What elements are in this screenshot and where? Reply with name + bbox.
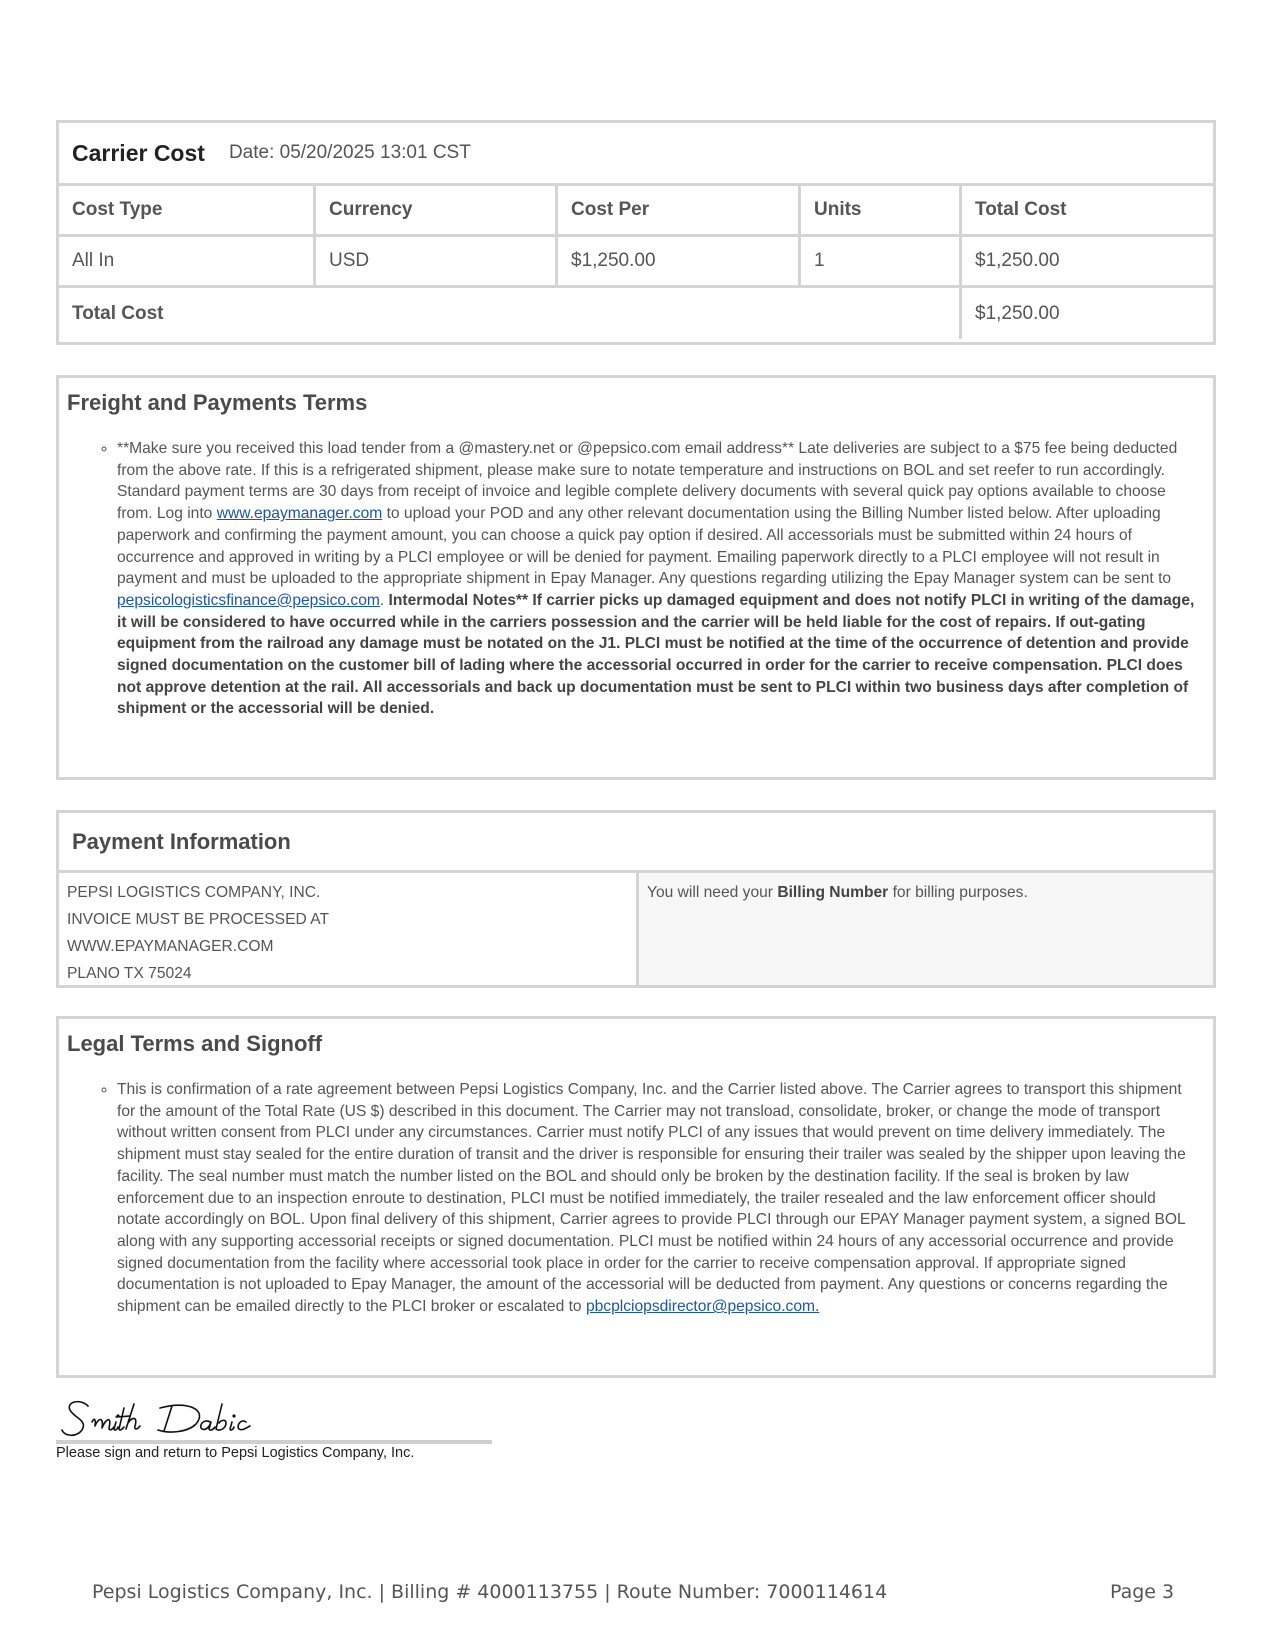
epaymanager-link[interactable]: www.epaymanager.com: [216, 505, 383, 523]
payment-info-header: [59, 813, 1213, 873]
footer-info: Pepsi Logistics Company, Inc. | Billing # 4000113755 | Route Number: 7000114614: [92, 1581, 888, 1603]
total-row: [59, 288, 1213, 339]
ops-director-email-link[interactable]: pbcplciopsdirector@pepsico.com.: [585, 1298, 820, 1316]
signature-image: [58, 1396, 492, 1444]
cell-currency: USD: [316, 237, 558, 285]
legal-terms-list: [99, 1079, 1203, 1318]
freight-text-3: .: [379, 591, 389, 609]
signature-line: [56, 1440, 492, 1444]
header-cost-type: Cost Type: [59, 186, 316, 234]
carrier-cost-table: [56, 120, 1216, 345]
payment-address: [59, 873, 639, 985]
payment-info-title: Payment Information: [72, 828, 291, 854]
freight-terms-list: [99, 438, 1203, 720]
cell-total-cost: $1,250.00: [975, 250, 1060, 271]
freight-terms-section: [56, 375, 1216, 780]
address-line: PEPSI LOGISTICS COMPANY, INC.: [67, 884, 321, 901]
legal-terms-section: [56, 1016, 1216, 1378]
address-line: WWW.EPAYMANAGER.COM: [67, 938, 274, 955]
table-header-row: [59, 186, 1213, 237]
total-cost-value: $1,250.00: [975, 302, 1060, 324]
list-item: [117, 438, 1203, 720]
intermodal-notes: Intermodal Notes** If carrier picks up damaged equipment and does not notify PLCI in writing of the damage, it will be considered to have occurred while in the carriers possession and the carrier will be held liable for the cost of repairs. If out-gating equipment from the railroad any damage must be notated on the J1. PLCI must be notified at the time of the occurrence of detention and provide signed documentation on the customer bill of lading where the accessorial occurred in order for the carrier to receive compensation. PLCI does not approve detention at the rail. All accessorials and back up documentation must be sent to PLCI within two business days after completion of shipment or the accessorial will be denied.: [117, 591, 1195, 718]
freight-text-2: to upload your POD and any other relevant documentation using the Billing Number listed below. After uploading paperwork and confirming the payment amount, you can choose a quick pay option if desired. All accessorials must be submitted within 24 hours of occurrence and approved in writing by a PLCI employee or will be denied for payment. Emailing paperwork directly to a PLCI employee will not result in payment and must be uploaded to the appropriate shipment in Epay Manager. Any questions regarding utilizing the Epay Manager system can be sent to: [117, 505, 1172, 588]
table-row: [59, 237, 1213, 288]
carrier-cost-title: Carrier Cost: [72, 139, 205, 166]
freight-terms-title: Freight and Payments Terms: [67, 390, 368, 415]
carrier-cost-header: [59, 123, 1213, 186]
header-units: Units: [801, 186, 962, 234]
address-line: PLANO TX 75024: [67, 965, 192, 982]
list-item: [117, 1079, 1203, 1318]
cell-cost-per: $1,250.00: [558, 237, 801, 285]
total-cost-label: Total Cost: [59, 288, 962, 339]
billing-note-bold: Billing Number: [777, 884, 889, 901]
finance-email-link[interactable]: pepsicologisticsfinance@pepsico.com: [117, 591, 380, 609]
payment-info-section: [56, 810, 1216, 988]
billing-note-post: for billing purposes.: [888, 884, 1028, 901]
header-cost-per: Cost Per: [558, 186, 801, 234]
page-number: Page 3: [1110, 1581, 1175, 1603]
billing-note: [639, 873, 1213, 985]
billing-note-pre: You will need your: [647, 884, 778, 901]
address-line: INVOICE MUST BE PROCESSED AT: [67, 911, 329, 928]
legal-text: This is confirmation of a rate agreement between Pepsi Logistics Company, Inc. and the Carrier listed above. The Carrier agrees to transport this shipment for the amount of the Total Rate (US $) described in this document. The Carrier may not transload, consolidate, broker, or change the mode of transport without written consent from PLCI under any circumstances. Carrier must notify PLCI of any issues that would prevent on time delivery immediately. The shipment must stay sealed for the entire duration of transit and the driver is responsible for ensuring their trailer was sealed by the shipper upon leaving the facility. The seal number must match the number listed on the BOL and should only be broken by the destination facility. If the seal is broken by law enforcement due to an inspection enroute to destination, PLCI must be notified immediately, the trailer resealed and the law enforcement officer should notate accordingly on BOL. Upon final delivery of this shipment, Carrier agrees to provide PLCI through our EPAY Manager payment system, a signed BOL along with any supporting accessorial receipts or signed documentation. PLCI must be notified within 24 hours of any accessorial occurrence and provide signed documentation from the facility where accessorial took place in order for the carrier to receive compensation approval. If appropriate signed documentation is not uploaded to Epay Manager, the amount of the accessorial will be deducted from payment. Any questions or concerns regarding the shipment can be emailed directly to the PLCI broker or escalated to: [117, 1081, 1186, 1316]
legal-terms-title: Legal Terms and Signoff: [67, 1031, 323, 1056]
cell-units: 1: [801, 237, 962, 285]
freight-text-1: **Make sure you received this load tender from a @mastery.net or @pepsico.com email address** Late deliveries are subject to a $75 fee being deducted from the above rate. If this is a refrigerated shipment, please make sure to notate temperature and instructions on BOL and set reefer to run accordingly. Standard payment terms are 30 days from receipt of invoice and legible complete delivery documents with several quick pay options available to choose from. Log into: [117, 440, 1178, 523]
signature-caption: Please sign and return to Pepsi Logistics Company, Inc.: [56, 1445, 415, 1461]
cell-cost-type: All In: [59, 237, 316, 285]
header-currency: Currency: [316, 186, 558, 234]
carrier-cost-date: Date: 05/20/2025 13:01 CST: [228, 142, 471, 163]
payment-info-body: [59, 873, 1213, 985]
header-total-cost: Total Cost: [975, 199, 1067, 220]
